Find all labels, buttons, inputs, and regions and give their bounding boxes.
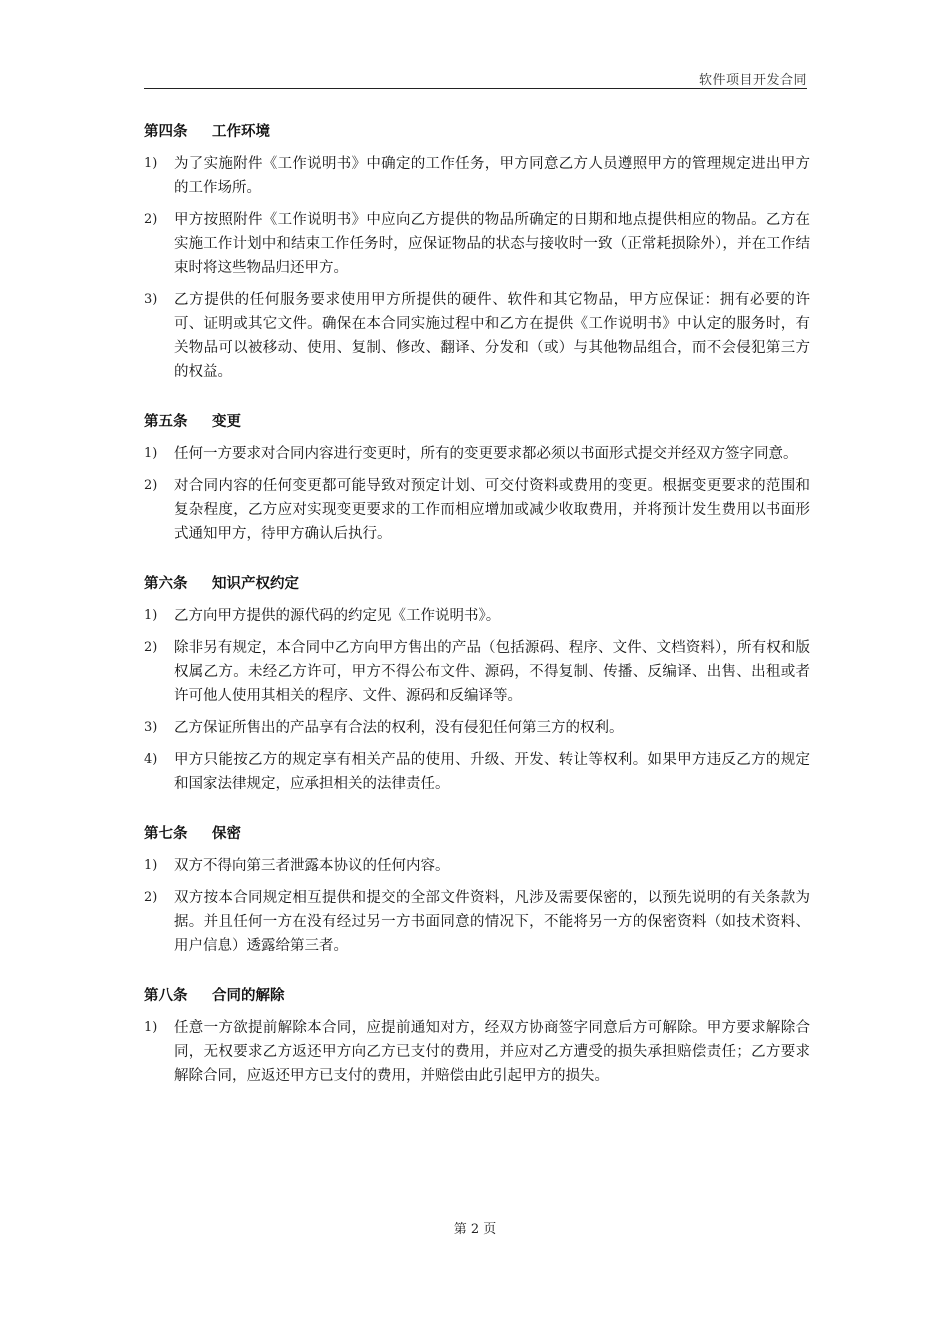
section-heading (144, 820, 810, 848)
clause-text: 为了实施附件《工作说明书》中确定的工作任务，甲方同意乙方人员遵照甲方的管理规定进出甲方的工作场所。 (174, 156, 810, 196)
clause-text: 任何一方要求对合同内容进行变更时，所有的变更要求都必须以书面形式提交并经双方签字同意。 (174, 446, 798, 462)
section-number: 第五条 (144, 414, 188, 430)
section-article-7 (144, 820, 810, 958)
page-header (144, 66, 807, 89)
clause-text: 甲方按照附件《工作说明书》中应向乙方提供的物品所确定的日期和地点提供相应的物品。乙方在实施工作计划中和结束工作任务时，应保证物品的状态与接收时一致（正常耗损除外），并在工作结束时将这些物品归还甲方。 (174, 212, 810, 276)
clause-item (144, 152, 810, 200)
clause-text: 任意一方欲提前解除本合同，应提前通知对方，经双方协商签字同意后方可解除。甲方要求解除合同，无权要求乙方返还甲方向乙方已支付的费用，并应对乙方遭受的损失承担赔偿责任；乙方要求解除合同，应返还甲方已支付的费用，并赔偿由此引起甲方的损失。 (174, 1020, 810, 1084)
clause-item (144, 442, 810, 466)
clause-number: 2) (144, 212, 158, 227)
clause-text: 除非另有规定，本合同中乙方向甲方售出的产品（包括源码、程序、文件、文档资料），所有权和版权属乙方。未经乙方许可，甲方不得公布文件、源码，不得复制、传播、反编译、出售、出租或者许可他人使用其相关的程序、文件、源码和反编译等。 (174, 640, 810, 704)
section-title: 合同的解除 (212, 988, 285, 1004)
section-number: 第七条 (144, 826, 188, 842)
clause-number: 1) (144, 608, 158, 623)
clause-text: 双方按本合同规定相互提供和提交的全部文件资料，凡涉及需要保密的，以预先说明的有关条款为据。并且任何一方在没有经过另一方书面同意的情况下，不能将另一方的保密资料（如技术资料、用户信息）透露给第三者。 (174, 890, 810, 954)
clause-text: 乙方保证所售出的产品享有合法的权利，没有侵犯任何第三方的权利。 (174, 720, 624, 736)
clause-number: 2) (144, 640, 158, 655)
clause-text: 乙方提供的任何服务要求使用甲方所提供的硬件、软件和其它物品，甲方应保证：拥有必要的许可、证明或其它文件。确保在本合同实施过程中和乙方在提供《工作说明书》中认定的服务时，有关物品可以被移动、使用、复制、修改、翻译、分发和（或）与其他物品组合，而不会侵犯第三方的权益。 (174, 292, 810, 380)
clause-text: 乙方向甲方提供的源代码的约定见《工作说明书》。 (174, 608, 501, 624)
section-title: 知识产权约定 (212, 576, 299, 592)
clause-text: 甲方只能按乙方的规定享有相关产品的使用、升级、开发、转让等权利。如果甲方违反乙方的规定和国家法律规定，应承担相关的法律责任。 (174, 752, 810, 792)
clause-item (144, 208, 810, 280)
clause-number: 1) (144, 1020, 158, 1035)
clause-item (144, 636, 810, 708)
section-number: 第四条 (144, 124, 188, 140)
clause-number: 1) (144, 858, 158, 873)
clause-text: 对合同内容的任何变更都可能导致对预定计划、可交付资料或费用的变更。根据变更要求的范围和复杂程度，乙方应对实现变更要求的工作而相应增加或减少收取费用，并将预计发生费用以书面形式通知甲方，待甲方确认后执行。 (174, 478, 810, 542)
clause-number: 4) (144, 752, 158, 767)
clause-item (144, 474, 810, 546)
section-heading (144, 118, 810, 146)
clause-item (144, 1016, 810, 1088)
section-title: 变更 (212, 414, 241, 430)
section-article-5 (144, 408, 810, 546)
clause-number: 2) (144, 890, 158, 905)
clause-text: 双方不得向第三者泄露本协议的任何内容。 (174, 858, 450, 874)
page-number: 第 2 页 (453, 1222, 497, 1237)
section-title: 保密 (212, 826, 241, 842)
clause-item (144, 604, 810, 628)
section-article-4 (144, 118, 810, 384)
clause-item (144, 854, 810, 878)
clause-number: 3) (144, 292, 158, 307)
clause-item (144, 748, 810, 796)
section-heading (144, 982, 810, 1010)
contract-body (144, 118, 810, 1112)
section-article-6 (144, 570, 810, 796)
clause-number: 1) (144, 156, 158, 171)
clause-number: 2) (144, 478, 158, 493)
clause-item (144, 288, 810, 384)
clause-number: 3) (144, 720, 158, 735)
clause-item (144, 716, 810, 740)
clause-number: 1) (144, 446, 158, 461)
section-title: 工作环境 (212, 124, 270, 140)
section-number: 第八条 (144, 988, 188, 1004)
section-number: 第六条 (144, 576, 188, 592)
section-article-8 (144, 982, 810, 1088)
section-heading (144, 570, 810, 598)
document-title: 软件项目开发合同 (698, 73, 807, 88)
clause-item (144, 886, 810, 958)
section-heading (144, 408, 810, 436)
